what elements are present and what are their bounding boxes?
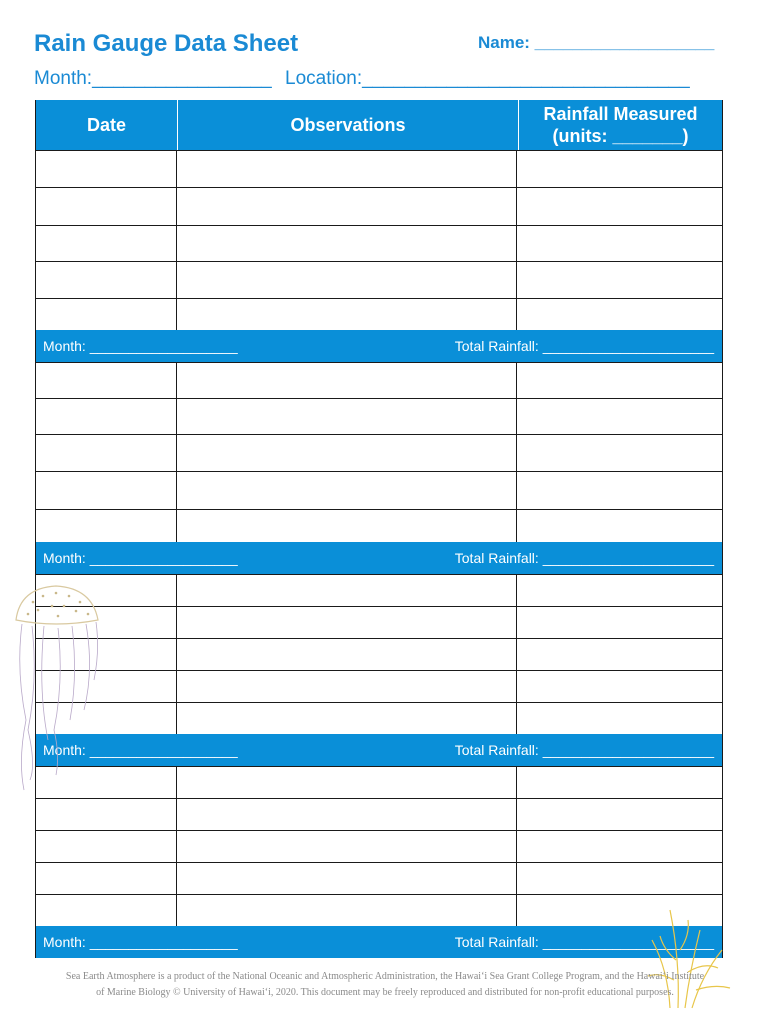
section-total-rainfall-label: Total Rainfall: ______________________ (454, 338, 714, 354)
observations-cell[interactable] (177, 151, 517, 187)
observations-cell[interactable] (177, 767, 517, 798)
data-table (35, 100, 723, 958)
rainfall-cell[interactable] (517, 151, 722, 187)
date-cell[interactable] (36, 299, 177, 330)
table-row (36, 298, 722, 330)
section-summary-bar (36, 926, 722, 958)
section-month-label: Month: ___________________ (43, 934, 238, 950)
rainfall-cell[interactable] (517, 607, 722, 638)
observations-cell[interactable] (177, 510, 517, 542)
table-row (36, 471, 722, 509)
observations-cell[interactable] (177, 435, 517, 471)
date-cell[interactable] (36, 435, 177, 471)
table-row (36, 702, 722, 734)
table-row (36, 670, 722, 702)
rainfall-cell[interactable] (517, 767, 722, 798)
table-row (36, 638, 722, 670)
week-section (36, 362, 722, 574)
table-row (36, 362, 722, 398)
rainfall-cell[interactable] (517, 510, 722, 542)
observations-cell[interactable] (177, 831, 517, 862)
observations-cell[interactable] (177, 575, 517, 606)
table-row (36, 434, 722, 471)
date-cell[interactable] (36, 262, 177, 298)
section-total-rainfall-label: Total Rainfall: ______________________ (454, 550, 714, 566)
jellyfish-illustration (8, 580, 108, 800)
column-header-date: Date (36, 100, 178, 150)
observations-cell[interactable] (177, 363, 517, 398)
date-cell[interactable] (36, 226, 177, 261)
table-row (36, 574, 722, 606)
page-title: Rain Gauge Data Sheet (34, 30, 299, 57)
rainfall-cell[interactable] (517, 831, 722, 862)
footer-line-1: Sea Earth Atmosphere is a product of the National Oceanic and Atmospheric Administration, the Hawaiʻi Sea Grant College Program, and the Hawaiʻi Institute (65, 971, 705, 982)
week-section (36, 574, 722, 766)
observations-cell[interactable] (177, 895, 517, 926)
rainfall-cell[interactable] (517, 399, 722, 434)
rainfall-cell[interactable] (517, 472, 722, 509)
rainfall-cell[interactable] (517, 188, 722, 225)
name-field-label: Name: ___________________ (478, 33, 715, 52)
rainfall-cell[interactable] (517, 671, 722, 702)
location-field-label: Location:_______________________________ (285, 68, 690, 89)
date-cell[interactable] (36, 863, 177, 894)
date-cell[interactable] (36, 831, 177, 862)
date-cell[interactable] (36, 188, 177, 225)
observations-cell[interactable] (177, 299, 517, 330)
section-total-rainfall-label: Total Rainfall: ______________________ (454, 742, 714, 758)
column-header-observations: Observations (178, 100, 519, 150)
rainfall-cell[interactable] (517, 262, 722, 298)
observations-cell[interactable] (177, 472, 517, 509)
section-month-label: Month: ___________________ (43, 550, 238, 566)
section-summary-bar (36, 542, 722, 574)
table-row (36, 606, 722, 638)
footer-line-2: of Marine Biology © University of Hawaiʻi, 2020. This document may be freely reproduced and distributed for non-profit educational purposes. (96, 987, 674, 998)
observations-cell[interactable] (177, 671, 517, 702)
rainfall-cell[interactable] (517, 363, 722, 398)
table-row (36, 509, 722, 542)
rainfall-cell[interactable] (517, 299, 722, 330)
section-summary-bar (36, 330, 722, 362)
rainfall-cell[interactable] (517, 799, 722, 830)
rainfall-cell[interactable] (517, 226, 722, 261)
date-cell[interactable] (36, 799, 177, 830)
date-cell[interactable] (36, 363, 177, 398)
date-cell[interactable] (36, 895, 177, 926)
observations-cell[interactable] (177, 226, 517, 261)
section-total-rainfall-label: Total Rainfall: ______________________ (454, 934, 714, 950)
table-row (36, 187, 722, 225)
date-cell[interactable] (36, 510, 177, 542)
table-row (36, 398, 722, 434)
observations-cell[interactable] (177, 703, 517, 734)
observations-cell[interactable] (177, 262, 517, 298)
week-section (36, 150, 722, 362)
column-header-rainfall (519, 100, 722, 150)
section-month-label: Month: ___________________ (43, 742, 238, 758)
table-row (36, 894, 722, 926)
table-row (36, 798, 722, 830)
rainfall-cell[interactable] (517, 575, 722, 606)
date-cell[interactable] (36, 399, 177, 434)
section-summary-bar (36, 734, 722, 766)
week-section (36, 766, 722, 958)
month-field-label: Month:_________________ (34, 68, 272, 89)
observations-cell[interactable] (177, 799, 517, 830)
table-row (36, 766, 722, 798)
table-row (36, 225, 722, 261)
table-row (36, 261, 722, 298)
table-row (36, 150, 722, 187)
observations-cell[interactable] (177, 607, 517, 638)
observations-cell[interactable] (177, 863, 517, 894)
observations-cell[interactable] (177, 399, 517, 434)
rainfall-cell[interactable] (517, 435, 722, 471)
table-row (36, 862, 722, 894)
observations-cell[interactable] (177, 639, 517, 670)
date-cell[interactable] (36, 472, 177, 509)
table-header (36, 100, 722, 150)
section-month-label: Month: ___________________ (43, 338, 238, 354)
observations-cell[interactable] (177, 188, 517, 225)
table-row (36, 830, 722, 862)
rainfall-cell[interactable] (517, 639, 722, 670)
rainfall-header-text: Rainfall Measured (units: _______) (543, 104, 698, 146)
footer-credit (40, 969, 730, 1001)
rainfall-cell[interactable] (517, 703, 722, 734)
date-cell[interactable] (36, 151, 177, 187)
